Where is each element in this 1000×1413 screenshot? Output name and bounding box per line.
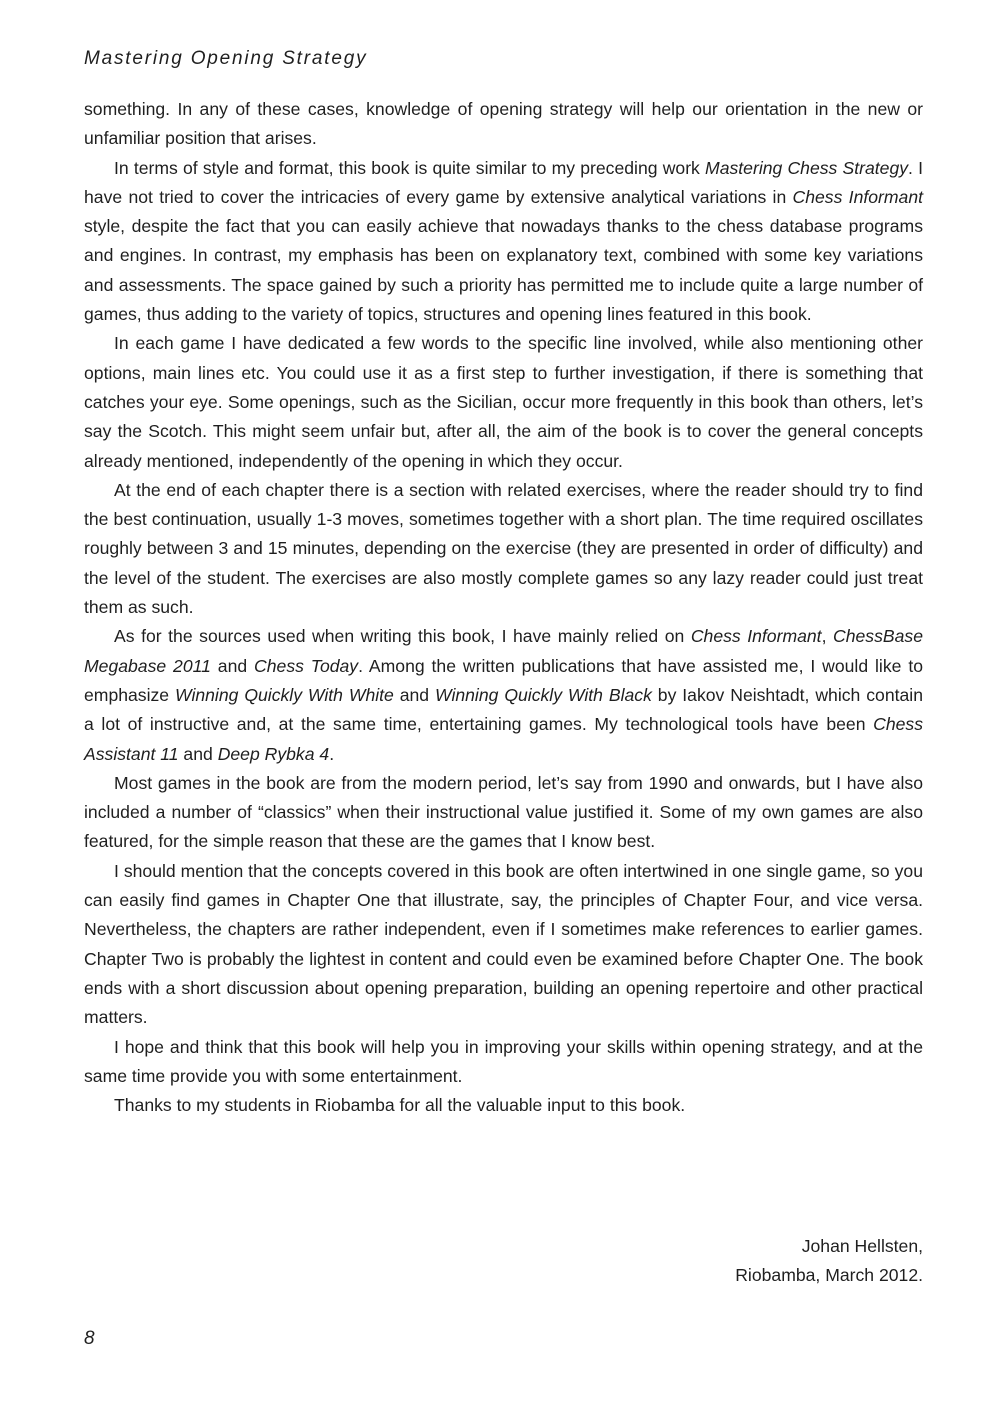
signature-block bbox=[735, 1232, 923, 1291]
paragraph-text: . Among the written publications that have assisted me, I would like to emphasize bbox=[84, 655, 923, 705]
paragraph-text: and bbox=[178, 743, 218, 764]
paragraph bbox=[84, 622, 923, 768]
paragraph-text: style, despite the fact that you can easily achieve that nowadays thanks to the chess database programs and engines. In contrast, my emphasis has been on explanatory text, combined with some key variations and assessments. The space gained by such a priority has permitted me to include quite a large number of games, thus adding to the variety of topics, structures and opening lines featured in this book. bbox=[84, 216, 923, 325]
paragraph-text: by Iakov Neishtadt, which contain a lot of instructive and, at the same time, entertaining games. My technological tools have been bbox=[84, 684, 923, 735]
paragraph-text: I hope and think that this book will help you in improving your skills within opening strategy, and at the same time provide you with some entertainment. bbox=[84, 1036, 923, 1086]
paragraph bbox=[84, 857, 923, 1033]
page-number: 8 bbox=[84, 1328, 95, 1349]
running-head-title: Mastering Opening Strategy bbox=[84, 48, 368, 69]
paragraph-text: and bbox=[393, 684, 435, 705]
paragraph-text: As for the sources used when writing this book, I have mainly relied on bbox=[114, 626, 691, 647]
paragraph-text: and bbox=[210, 655, 255, 676]
paragraph-text: Thanks to my students in Riobamba for all the valuable input to this book. bbox=[114, 1095, 686, 1116]
paragraph bbox=[84, 95, 923, 154]
paragraph-text: . I have not tried to cover the intricacies of every game by extensive analytical variations in bbox=[84, 157, 924, 207]
author-name: Johan Hellsten, bbox=[801, 1236, 923, 1256]
paragraph-text: Most games in the book are from the modern period, let’s say from 1990 and onwards, but I have also included a number of “classics” when their instructional value justified it. Some of my own games are also featured, for the simple reason that these are the games that I know best. bbox=[84, 772, 923, 852]
paragraph-text: In each game I have dedicated a few words to the specific line involved, while also mentioning other options, main lines etc. You could use it as a first step to further investigation, if there is something that catches your eye. Some openings, such as the Sicilian, occur more frequently in this book than others, let’s say the Scotch. This might seem unfair but, after all, the aim of the book is to cover the general concepts already mentioned, independently of the opening in which they occur. bbox=[84, 333, 923, 471]
italic-title-text: Chess Informant bbox=[690, 626, 822, 647]
italic-title-text: Chess Today bbox=[254, 655, 359, 676]
paragraph bbox=[84, 1091, 923, 1120]
paragraph-text: something. In any of these cases, knowledge of opening strategy will help our orientation in the new or unfamiliar position that arises. bbox=[84, 99, 923, 149]
italic-title-text: ChessBase Megabase 2011 bbox=[84, 626, 924, 676]
paragraph-text: , bbox=[821, 626, 834, 647]
italic-title-text: Chess Informant bbox=[792, 186, 923, 207]
paragraph bbox=[84, 769, 923, 857]
italic-title-text: Deep Rybka 4 bbox=[217, 743, 330, 764]
paragraph-text: . bbox=[329, 743, 335, 764]
paragraph-text: In terms of style and format, this book is quite similar to my preceding work bbox=[114, 157, 706, 178]
italic-title-text: Winning Quickly With Black bbox=[435, 684, 652, 705]
italic-title-text: Chess Assistant 11 bbox=[84, 714, 923, 764]
paragraph-text: I should mention that the concepts covered in this book are often intertwined in one single game, so you can easily find games in Chapter One that illustrate, say, the principles of Chapter Four, and vice versa. Nevertheless, the chapters are rather independent, even if I sometimes make references to earlier games. Chapter Two is probably the lightest in content and could even be examined before Chapter One. The book ends with a short discussion about opening preparation, building an opening repertoire and other practical matters. bbox=[84, 860, 923, 1028]
paragraph bbox=[84, 154, 923, 330]
italic-title-text: Winning Quickly With White bbox=[175, 684, 394, 705]
italic-title-text: Mastering Chess Strategy bbox=[705, 157, 909, 178]
paragraph bbox=[84, 329, 923, 475]
body-text bbox=[84, 95, 923, 1120]
paragraph-text: At the end of each chapter there is a section with related exercises, where the reader should try to find the best continuation, usually 1-3 moves, sometimes together with a short plan. The time required oscillates roughly between 3 and 15 minutes, depending on the exercise (they are presented in order of difficulty) and the level of the student. The exercises are also mostly complete games so any lazy reader could just treat them as such. bbox=[84, 479, 923, 618]
paragraph bbox=[84, 476, 923, 622]
place-date: Riobamba, March 2012. bbox=[735, 1265, 923, 1286]
paragraph bbox=[84, 1033, 923, 1092]
